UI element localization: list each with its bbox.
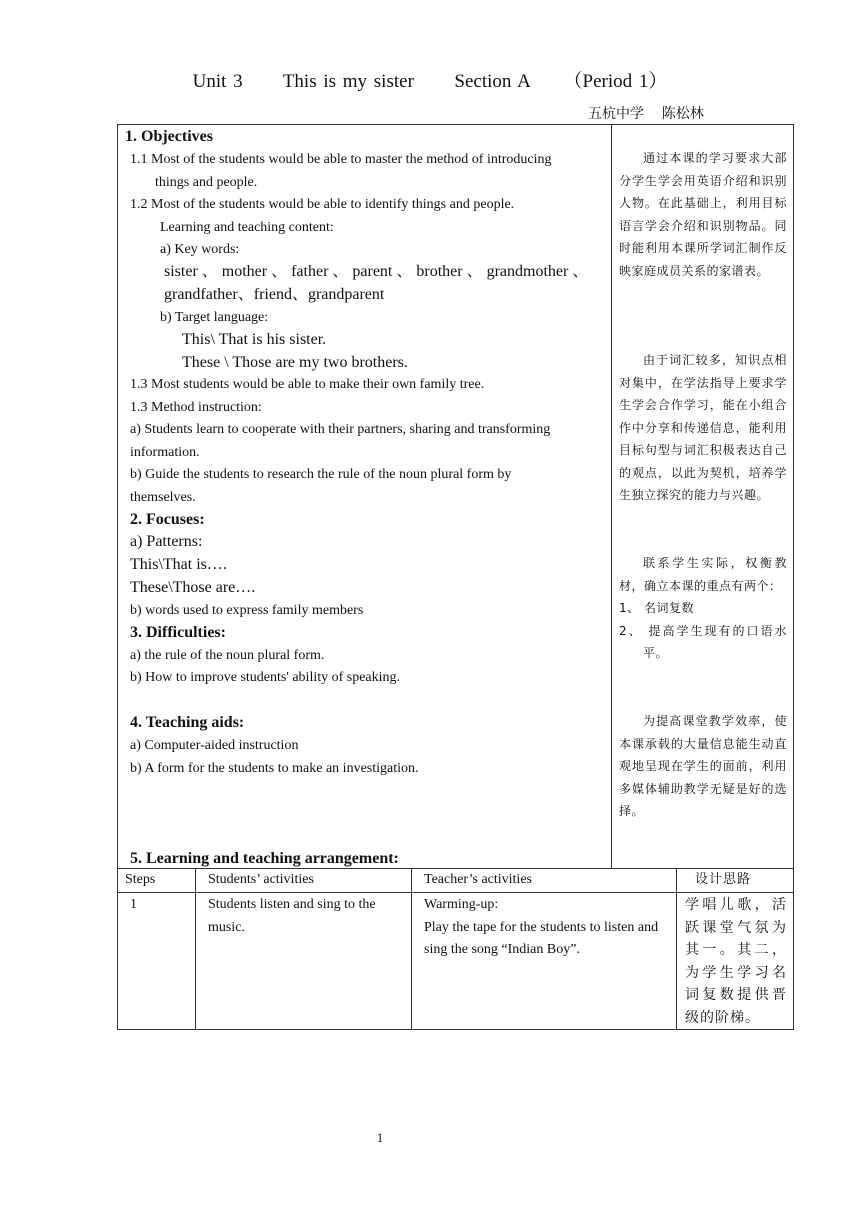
method-a-line-1: a) Students learn to cooperate with their partners, sharing and transforming	[130, 422, 551, 437]
design-idea: 学唱儿歌，活跃课堂气氛为其一。其二，为学生学习名词复数提供晋级的阶梯。	[677, 893, 794, 1030]
steps-table	[117, 868, 794, 1030]
design-note-3-item-1: 1、 名词复数	[619, 601, 694, 615]
target-sentence-2: These \ Those are my two brothers.	[182, 354, 408, 371]
teacher-activity	[412, 893, 677, 1030]
lesson-content-cell	[118, 125, 612, 869]
step-number: 1	[118, 893, 196, 1030]
target-sentence-1: This\ That is his sister.	[182, 331, 327, 348]
teaching-aid-a: a) Computer-aided instruction	[130, 738, 299, 753]
objective-1-2: 1.2 Most of the students would be able to identify things and people.	[130, 197, 515, 212]
focus-b: b) words used to express family members	[130, 603, 364, 618]
method-heading: 1.3 Method instruction:	[130, 400, 262, 415]
design-note-4	[619, 710, 787, 823]
design-note-3-item-2: 2、 提高学生现有的口语水平。	[619, 623, 787, 660]
design-note-2-text: 由于词汇较多，知识点相对集中，在学法指导上要求学生学会合作学习，能在小组合作中分享和传递信息，能利用目标句型与词汇积极表达自己的观点，以此为契机，培养学生独立探究的能力与兴趣。	[619, 353, 787, 502]
table-row	[118, 893, 794, 1030]
difficulty-a: a) the rule of the noun plural form.	[130, 648, 325, 663]
design-note-1-text: 通过本课的学习要求大部分学生学会用英语介绍和识别人物。在此基础上，利用目标语言学会介绍和识别物品。同时能利用本课所学词汇制作反映家庭成员关系的家谱表。	[619, 151, 787, 278]
design-note-2	[619, 349, 787, 507]
target-language-label: b) Target language:	[160, 310, 269, 325]
design-notes-cell	[612, 125, 794, 869]
arrangement-heading: 5. Learning and teaching arrangement:	[130, 850, 399, 867]
difficulty-b: b) How to improve students' ability of speaking.	[130, 670, 401, 685]
patterns-label: a) Patterns:	[130, 533, 203, 550]
method-b-line-1: b) Guide the students to research the rule of the noun plural form by	[130, 467, 512, 482]
pattern-1: This\That is….	[130, 556, 227, 573]
key-words-label: a) Key words:	[160, 242, 240, 257]
lesson-plan-table	[117, 124, 794, 869]
objectives-heading: 1. Objectives	[125, 128, 213, 145]
learning-content-label: Learning and teaching content:	[160, 220, 334, 235]
teaching-aids-heading: 4. Teaching aids:	[130, 714, 245, 731]
teaching-aid-b: b) A form for the students to make an investigation.	[130, 761, 419, 776]
design-note-3	[619, 552, 787, 665]
page-number: 1	[376, 1130, 384, 1145]
students-activity: Students listen and sing to the music.	[196, 893, 412, 1030]
key-words-line-2: grandfather、friend、grandparent	[164, 286, 385, 303]
objective-1-1-line-2: things and people.	[155, 175, 258, 190]
method-b-line-2: themselves.	[130, 490, 196, 505]
teacher-activity-body: Play the tape for the students to listen and sing the song “Indian Boy”.	[424, 919, 659, 957]
objective-1-3: 1.3 Most students would be able to make their own family tree.	[130, 377, 485, 392]
design-note-4-text: 为提高课堂教学效率，使本课承载的大量信息能生动直观地呈现在学生的面前，利用多媒体辅助教学无疑是好的选择。	[619, 714, 787, 818]
key-words-line-1: sister 、 mother 、 father 、 parent 、 brother 、 grandmother 、	[164, 263, 589, 280]
teacher-activity-title: Warming-up:	[424, 897, 499, 912]
author-line: 五杭中学 陈松林	[588, 106, 704, 122]
method-a-line-2: information.	[130, 445, 200, 460]
document-title: Unit 3 This is my sister Section A （Period 1）	[192, 71, 668, 92]
header-steps: Steps	[118, 869, 196, 893]
focuses-heading: 2. Focuses:	[130, 511, 205, 528]
header-design-ideas: 设计思路	[677, 869, 794, 893]
header-students-activities: Students’ activities	[196, 869, 412, 893]
pattern-2: These\Those are….	[130, 579, 256, 596]
design-note-3-text: 联系学生实际，权衡教材，确立本课的重点有两个：	[619, 556, 787, 593]
header-teacher-activities: Teacher’s activities	[412, 869, 677, 893]
objective-1-1-line-1: 1.1 Most of the students would be able to master the method of introducing	[130, 152, 552, 167]
steps-table-header	[118, 869, 794, 893]
design-note-1	[619, 147, 787, 282]
difficulties-heading: 3. Difficulties:	[130, 624, 226, 641]
